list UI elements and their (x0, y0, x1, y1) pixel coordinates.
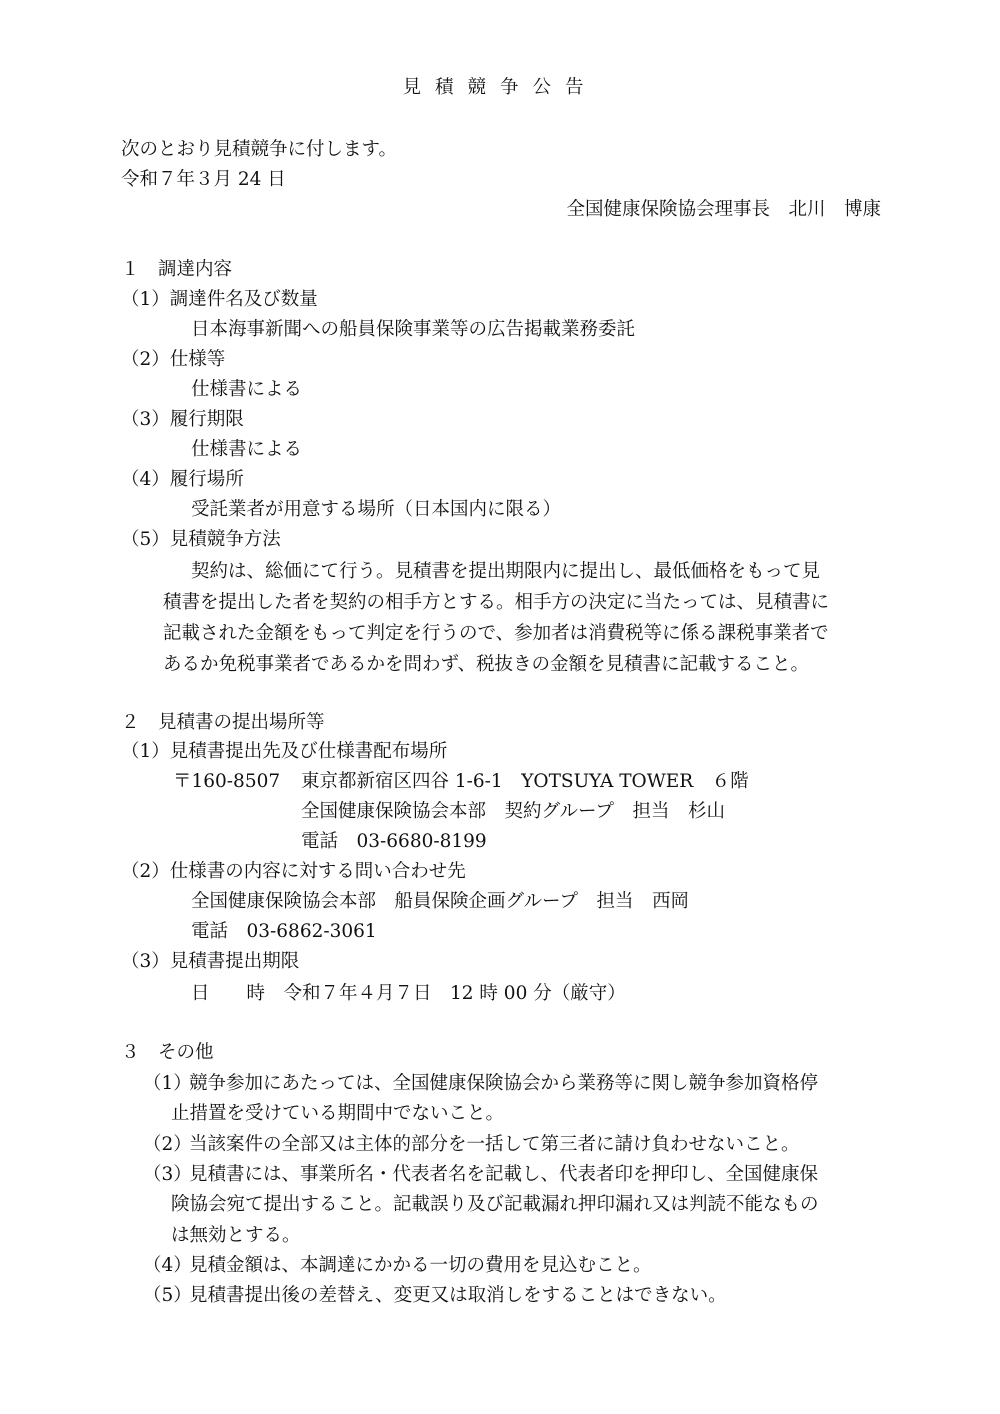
inquiry-department: 全国健康保険協会本部 船員保険企画グループ 担当 西岡 (191, 891, 690, 912)
section3-item2-label: （2） (143, 1134, 192, 1155)
section2-heading: ２ 見積書の提出場所等 (121, 712, 325, 733)
section2-item1-label: （1）見積書提出先及び仕様書配布場所 (121, 741, 448, 762)
section1-item5-body-line3: 記載された金額をもって判定を行うので、参加者は消費税等に係る課税事業者で (163, 623, 829, 644)
section3-item1-line2: 止措置を受けている期間中でないこと。 (171, 1103, 505, 1124)
section1-item5-label: （5）見積競争方法 (121, 529, 281, 550)
section3-item5-label: （5） (143, 1285, 192, 1306)
notice-date: 令和７年３月 24 日 (121, 169, 286, 190)
section1-item2-label: （2）仕様等 (121, 349, 226, 370)
section1-item1-body: 日本海事新聞への船員保険事業等の広告掲載業務委託 (191, 319, 636, 340)
section1-item5-body-line2: 積書を提出した者を契約の相手方とする。相手方の決定に当たっては、見積書に (163, 592, 830, 613)
section3-item3-label: （3） (143, 1164, 192, 1185)
section1-item1-label: （1）調達件名及び数量 (121, 289, 318, 310)
section3-item4-line1: 見積金額は、本調達にかかる一切の費用を見込むこと。 (189, 1255, 652, 1276)
issuer-name: 全国健康保険協会理事長 北川 博康 (566, 199, 881, 220)
submission-deadline: 日 時 令和７年４月７日 12 時 00 分（厳守） (191, 983, 626, 1004)
section3-item3-line1: 見積書には、事業所名・代表者名を記載し、代表者印を押印し、全国健康保 (189, 1164, 819, 1185)
section2-item2-label: （2）仕様書の内容に対する問い合わせ先 (121, 861, 466, 882)
section3-heading: ３ その他 (121, 1042, 214, 1063)
section1-item4-label: （4）履行場所 (121, 469, 244, 490)
section3-item4-label: （4） (143, 1255, 192, 1276)
inquiry-phone: 電話 03-6862-3061 (191, 921, 377, 942)
section2-item3-label: （3）見積書提出期限 (121, 951, 300, 972)
postal-code: 〒160-8507 (173, 771, 281, 792)
section3-item1-label: （1） (143, 1073, 192, 1094)
section1-item5-body-line4: あるか免税事業者であるかを問わず、税抜きの金額を見積書に記載すること。 (163, 654, 810, 675)
document-title: 見積競争公告 (402, 77, 598, 98)
section1-item5-body-line1: 契約は、総価にて行う。見積書を提出期限内に提出し、最低価格をもって見 (191, 561, 821, 582)
submission-phone: 電話 03-6680-8199 (301, 831, 487, 852)
submission-address: 東京都新宿区四谷 1-6-1 YOTSUYA TOWER ６階 (301, 771, 749, 792)
section1-item4-body: 受託業者が用意する場所（日本国内に限る） (191, 499, 562, 520)
section1-item2-body: 仕様書による (191, 379, 303, 400)
section1-heading: １ 調達内容 (121, 259, 233, 280)
submission-department: 全国健康保険協会本部 契約グループ 担当 杉山 (301, 801, 726, 822)
section3-item3-line2: 険協会宛て提出すること。記載誤り及び記載漏れ押印漏れ又は判読不能なもの (171, 1194, 819, 1215)
section1-item3-body: 仕様書による (191, 439, 303, 460)
section3-item2-line1: 当該案件の全部又は主体的部分を一括して第三者に請け負わせないこと。 (189, 1134, 800, 1155)
section1-item3-label: （3）履行期限 (121, 409, 244, 430)
section3-item1-line1: 競争参加にあたっては、全国健康保険協会から業務等に関し競争参加資格停 (189, 1073, 819, 1094)
intro-text: 次のとおり見積競争に付します。 (121, 139, 398, 160)
section3-item3-line3: は無効とする。 (171, 1225, 301, 1246)
section3-item5-line1: 見積書提出後の差替え、変更又は取消しをすることはできない。 (189, 1285, 727, 1306)
